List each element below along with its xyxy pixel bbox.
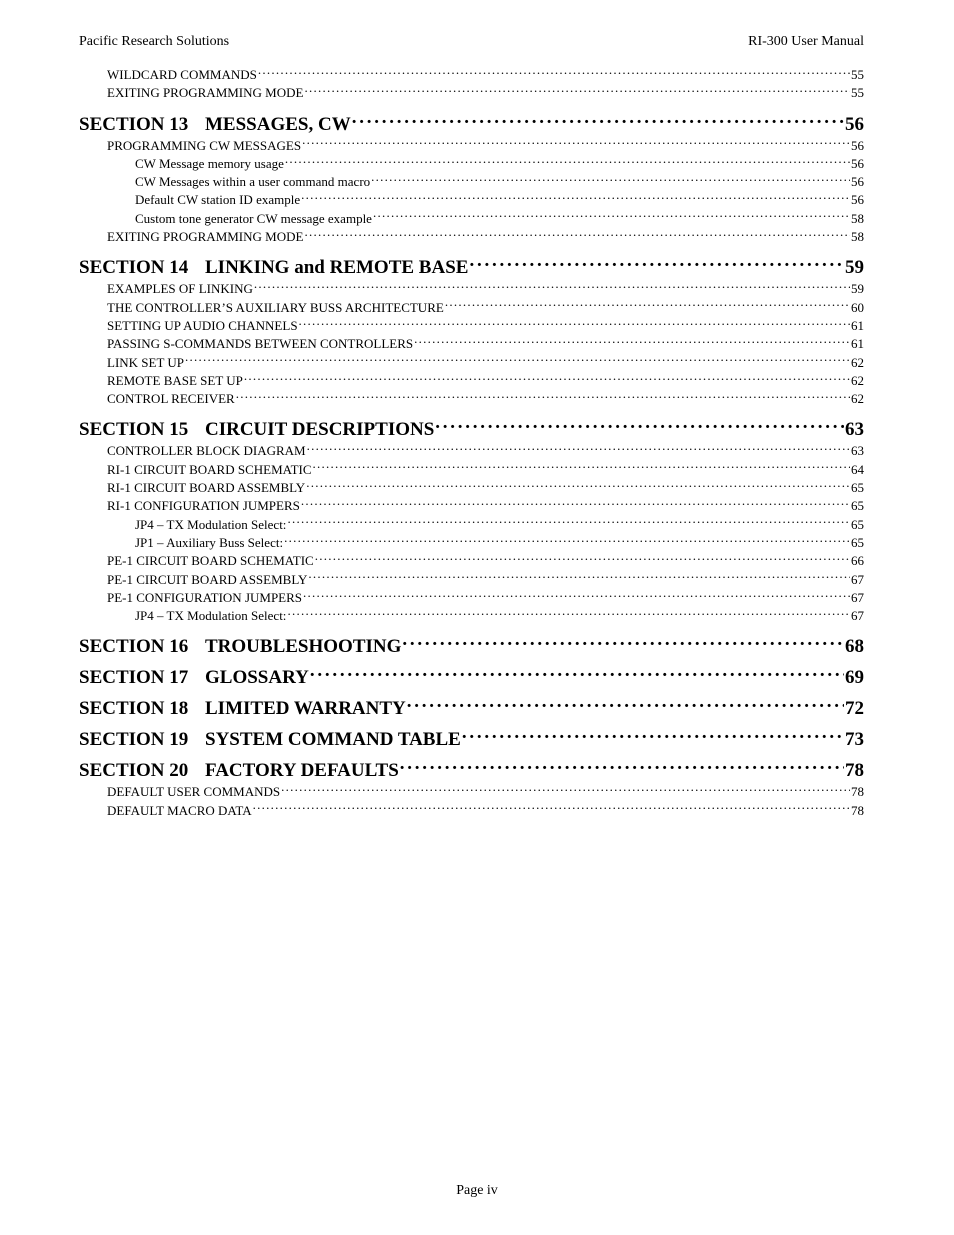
toc-section-name: FACTORY DEFAULTS xyxy=(205,760,399,782)
table-of-contents xyxy=(79,66,864,820)
toc-page-number: 58 xyxy=(851,229,864,245)
toc-section-heading[interactable] xyxy=(79,695,864,719)
toc-subsection-entry[interactable] xyxy=(79,335,864,353)
toc-section-heading[interactable] xyxy=(79,757,864,781)
toc-page-number: 66 xyxy=(851,553,864,569)
toc-entry-title: PE-1 CIRCUIT BOARD ASSEMBLY xyxy=(107,571,308,587)
toc-page-number: 56 xyxy=(851,137,864,153)
header-company: Pacific Research Solutions xyxy=(79,34,230,49)
toc-dot-leader xyxy=(371,173,850,186)
toc-dot-leader xyxy=(253,802,850,815)
toc-entry-title: JP1 – Auxiliary Buss Select: xyxy=(135,534,284,550)
toc-section-number: SECTION 19 xyxy=(79,729,189,751)
toc-dot-leader xyxy=(469,254,844,273)
toc-dot-leader xyxy=(306,479,850,492)
toc-section-heading[interactable] xyxy=(79,664,864,688)
toc-dot-leader xyxy=(285,155,850,168)
toc-subsubsection-entry[interactable] xyxy=(79,191,864,209)
toc-page-number: 65 xyxy=(851,498,864,514)
toc-section-heading[interactable] xyxy=(79,416,864,440)
toc-entry-title: JP4 – TX Modulation Select: xyxy=(135,608,287,624)
toc-section-number: SECTION 17 xyxy=(79,667,189,689)
toc-section-name: TROUBLESHOOTING xyxy=(205,636,402,658)
toc-section-name: LIMITED WARRANTY xyxy=(205,698,406,720)
toc-dot-leader xyxy=(315,552,850,565)
toc-subsection-entry[interactable] xyxy=(79,372,864,390)
toc-section-title xyxy=(79,418,434,440)
toc-subsubsection-entry[interactable] xyxy=(79,210,864,228)
toc-dot-leader xyxy=(284,534,850,547)
toc-page-number: 62 xyxy=(851,372,864,388)
toc-page-number: 56 xyxy=(845,113,864,135)
toc-entry-title: REMOTE BASE SET UP xyxy=(107,372,243,388)
toc-dot-leader xyxy=(302,137,850,150)
toc-page-number: 63 xyxy=(851,443,864,459)
toc-subsection-entry[interactable] xyxy=(79,571,864,589)
toc-section-name: CIRCUIT DESCRIPTIONS xyxy=(205,419,435,441)
toc-dot-leader xyxy=(287,516,850,529)
toc-dot-leader xyxy=(373,210,850,223)
toc-entry-title: JP4 – TX Modulation Select: xyxy=(135,516,287,532)
toc-entry-title: CW Message memory usage xyxy=(135,155,284,171)
toc-page-number: 56 xyxy=(851,155,864,171)
toc-entry-title: RI-1 CIRCUIT BOARD SCHEMATIC xyxy=(107,461,312,477)
toc-dot-leader xyxy=(258,66,850,79)
toc-section-number: SECTION 13 xyxy=(79,113,189,135)
toc-entry-title: EXITING PROGRAMMING MODE xyxy=(107,85,304,101)
toc-page-number: 60 xyxy=(851,299,864,315)
toc-subsection-entry[interactable] xyxy=(79,299,864,317)
toc-entry-title: Default CW station ID example xyxy=(135,192,301,208)
toc-dot-leader xyxy=(301,191,850,204)
toc-section-name: MESSAGES, CW xyxy=(205,113,351,135)
toc-subsubsection-entry[interactable] xyxy=(79,534,864,552)
toc-page-number: 58 xyxy=(851,210,864,226)
toc-section-title xyxy=(79,728,461,750)
toc-entry-title: RI-1 CONFIGURATION JUMPERS xyxy=(107,498,300,514)
toc-section-title xyxy=(79,635,401,657)
toc-page-number: 65 xyxy=(851,534,864,550)
toc-dot-leader xyxy=(301,497,850,510)
toc-page-number: 59 xyxy=(845,257,864,279)
toc-section-name: GLOSSARY xyxy=(205,667,309,689)
toc-entry-title: WILDCARD COMMANDS xyxy=(107,67,257,82)
toc-subsection-entry[interactable] xyxy=(79,552,864,570)
toc-subsection-entry[interactable] xyxy=(79,390,864,408)
toc-dot-leader xyxy=(185,354,850,367)
toc-section-number: SECTION 14 xyxy=(79,257,189,279)
toc-dot-leader xyxy=(445,299,850,312)
toc-entry-title: RI-1 CIRCUIT BOARD ASSEMBLY xyxy=(107,480,306,496)
toc-subsection-entry[interactable] xyxy=(79,137,864,155)
toc-section-title xyxy=(79,759,399,781)
toc-entry-title: EXAMPLES OF LINKING xyxy=(107,281,253,297)
toc-subsection-entry[interactable] xyxy=(79,228,864,246)
toc-dot-leader xyxy=(244,372,850,385)
toc-section-number: SECTION 16 xyxy=(79,636,189,658)
toc-page-number: 63 xyxy=(845,419,864,441)
toc-entry-title: PASSING S-COMMANDS BETWEEN CONTROLLERS xyxy=(107,336,414,352)
toc-entry-title: LINK SET UP xyxy=(107,354,185,370)
toc-section-number: SECTION 20 xyxy=(79,760,189,782)
toc-page-number: 65 xyxy=(851,480,864,496)
toc-section-name: SYSTEM COMMAND TABLE xyxy=(205,729,461,751)
toc-page-number: 55 xyxy=(851,85,864,101)
toc-dot-leader xyxy=(462,726,844,745)
toc-section-number: SECTION 18 xyxy=(79,698,189,720)
toc-entry-title: CW Messages within a user command macro xyxy=(135,174,371,190)
toc-page-number: 68 xyxy=(845,636,864,658)
header-manual-title: RI-300 User Manual xyxy=(748,34,864,49)
toc-page-number: 61 xyxy=(851,336,864,352)
toc-subsection-entry[interactable] xyxy=(79,354,864,372)
toc-dot-leader xyxy=(313,461,850,474)
toc-entry-title: CONTROLLER BLOCK DIAGRAM xyxy=(107,443,306,459)
toc-page-number: 69 xyxy=(845,667,864,689)
toc-subsection-entry[interactable] xyxy=(79,84,864,102)
toc-section-title xyxy=(79,256,468,278)
toc-page-number: 78 xyxy=(851,802,864,818)
toc-page-number: 72 xyxy=(845,698,864,720)
toc-page-number: 62 xyxy=(851,354,864,370)
toc-subsection-entry[interactable] xyxy=(79,280,864,298)
toc-page-number: 62 xyxy=(851,391,864,407)
toc-page-number: 78 xyxy=(845,760,864,782)
toc-dot-leader xyxy=(236,390,850,403)
toc-section-name: LINKING and REMOTE BASE xyxy=(205,257,469,279)
toc-subsection-entry[interactable] xyxy=(79,783,864,801)
toc-entry-title: PE-1 CONFIGURATION JUMPERS xyxy=(107,589,303,605)
toc-entry-title: Custom tone generator CW message example xyxy=(135,210,372,226)
toc-entry-title: PE-1 CIRCUIT BOARD SCHEMATIC xyxy=(107,553,314,569)
toc-page-number: 67 xyxy=(851,571,864,587)
toc-dot-leader xyxy=(254,280,850,293)
toc-dot-leader xyxy=(281,783,850,796)
toc-page-number: 59 xyxy=(851,281,864,297)
toc-page-number: 61 xyxy=(851,317,864,333)
toc-section-number: SECTION 15 xyxy=(79,419,189,441)
toc-entry-title: PROGRAMMING CW MESSAGES xyxy=(107,137,302,153)
toc-dot-leader xyxy=(304,84,850,97)
toc-dot-leader xyxy=(400,757,844,776)
toc-page-number: 67 xyxy=(851,589,864,605)
toc-page-number: 55 xyxy=(851,67,864,82)
toc-section-heading[interactable] xyxy=(79,633,864,657)
toc-dot-leader xyxy=(287,607,850,620)
toc-page-number: 64 xyxy=(851,461,864,477)
page-header xyxy=(79,34,864,50)
toc-dot-leader xyxy=(402,633,844,652)
toc-page-number: 56 xyxy=(851,174,864,190)
toc-subsection-entry[interactable] xyxy=(79,802,864,820)
toc-entry-title: EXITING PROGRAMMING MODE xyxy=(107,229,304,245)
toc-section-title xyxy=(79,697,406,719)
toc-subsection-entry[interactable] xyxy=(79,317,864,335)
toc-dot-leader xyxy=(304,228,850,241)
toc-entry-title: DEFAULT MACRO DATA xyxy=(107,802,252,818)
toc-page-number: 73 xyxy=(845,729,864,751)
toc-section-title xyxy=(79,666,309,688)
toc-subsection-entry[interactable] xyxy=(79,589,864,607)
toc-entry-title: DEFAULT USER COMMANDS xyxy=(107,784,281,800)
toc-dot-leader xyxy=(352,111,844,130)
toc-dot-leader xyxy=(414,335,850,348)
toc-entry-title: CONTROL RECEIVER xyxy=(107,391,235,407)
toc-section-heading[interactable] xyxy=(79,111,864,135)
toc-entry-title: THE CONTROLLER’S AUXILIARY BUSS ARCHITECTURE xyxy=(107,299,444,315)
toc-section-heading[interactable] xyxy=(79,726,864,750)
toc-dot-leader xyxy=(299,317,850,330)
toc-dot-leader xyxy=(303,589,850,602)
toc-subsubsection-entry[interactable] xyxy=(79,516,864,534)
toc-subsection-entry[interactable] xyxy=(79,461,864,479)
toc-subsubsection-entry[interactable] xyxy=(79,607,864,625)
toc-dot-leader xyxy=(308,571,850,584)
toc-section-title xyxy=(79,113,351,135)
toc-subsection-entry[interactable] xyxy=(79,497,864,515)
toc-section-heading[interactable] xyxy=(79,254,864,278)
toc-page-number: 67 xyxy=(851,608,864,624)
page-number: Page iv xyxy=(456,1183,498,1198)
toc-dot-leader xyxy=(435,416,844,435)
toc-subsubsection-entry[interactable] xyxy=(79,173,864,191)
toc-page-number: 78 xyxy=(851,784,864,800)
toc-subsubsection-entry[interactable] xyxy=(79,155,864,173)
toc-page-number: 56 xyxy=(851,192,864,208)
toc-dot-leader xyxy=(307,442,850,455)
toc-subsection-entry[interactable] xyxy=(79,66,864,84)
toc-page-number: 65 xyxy=(851,516,864,532)
toc-subsection-entry[interactable] xyxy=(79,479,864,497)
toc-entry-title: SETTING UP AUDIO CHANNELS xyxy=(107,317,298,333)
toc-subsection-entry[interactable] xyxy=(79,442,864,460)
toc-dot-leader xyxy=(310,664,844,683)
toc-dot-leader xyxy=(407,695,844,714)
